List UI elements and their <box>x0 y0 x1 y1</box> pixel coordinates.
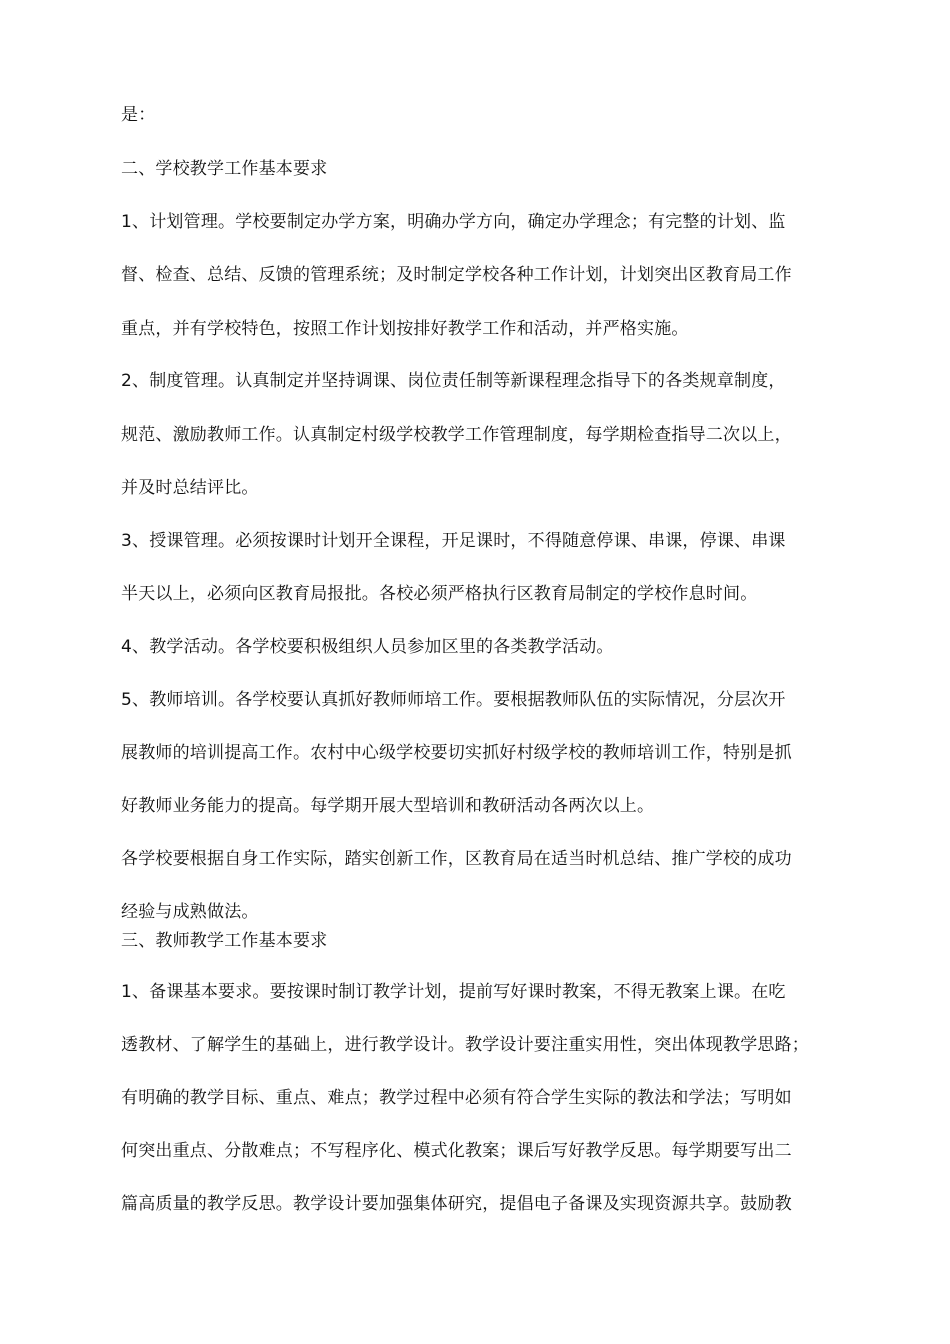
text-line: 透教材、了解学生的基础上，进行教学设计。教学设计要注重实用性，突出体现教学思路； <box>121 1035 809 1055</box>
text-line: 各学校要根据自身工作实际，踏实创新工作，区教育局在适当时机总结、推广学校的成功 <box>121 849 792 869</box>
text-line: 4、教学活动。各学校要积极组织人员参加区里的各类教学活动。 <box>121 637 614 657</box>
text-line: 何突出重点、分散难点；不写程序化、模式化教案；课后写好教学反思。每学期要写出二 <box>121 1141 792 1161</box>
section-heading: 二、学校教学工作基本要求 <box>121 159 328 179</box>
section-heading: 三、教师教学工作基本要求 <box>121 931 328 951</box>
text-line: 篇高质量的教学反思。教学设计要加强集体研究，提倡电子备课及实现资源共享。鼓励教 <box>121 1194 792 1214</box>
text-line: 经验与成熟做法。 <box>121 902 259 922</box>
text-line: 规范、激励教师工作。认真制定村级学校教学工作管理制度，每学期检查指导二次以上， <box>121 425 792 445</box>
text-line: 并及时总结评比。 <box>121 478 259 498</box>
text-line: 5、教师培训。各学校要认真抓好教师师培工作。要根据教师队伍的实际情况，分层次开 <box>121 690 786 710</box>
text-line: 半天以上，必须向区教育局报批。各校必须严格执行区教育局制定的学校作息时间。 <box>121 584 758 604</box>
text-line: 是： <box>121 105 156 125</box>
text-line: 3、授课管理。必须按课时计划开全课程，开足课时，不得随意停课、串课，停课、串课 <box>121 531 786 551</box>
text-line: 1、计划管理。学校要制定办学方案，明确办学方向，确定办学理念；有完整的计划、监 <box>121 212 786 232</box>
text-line: 重点，并有学校特色，按照工作计划按排好教学工作和活动，并严格实施。 <box>121 319 689 339</box>
text-line: 督、检查、总结、反馈的管理系统；及时制定学校各种工作计划，计划突出区教育局工作 <box>121 265 792 285</box>
text-line: 展教师的培训提高工作。农村中心级学校要切实抓好村级学校的教师培训工作，特别是抓 <box>121 743 792 763</box>
text-line: 有明确的教学目标、重点、难点；教学过程中必须有符合学生实际的教法和学法；写明如 <box>121 1088 792 1108</box>
text-line: 好教师业务能力的提高。每学期开展大型培训和教研活动各两次以上。 <box>121 796 655 816</box>
text-line: 1、备课基本要求。要按课时制订教学计划，提前写好课时教案，不得无教案上课。在吃 <box>121 982 786 1002</box>
text-line: 2、制度管理。认真制定并坚持调课、岗位责任制等新课程理念指导下的各类规章制度， <box>121 371 786 391</box>
